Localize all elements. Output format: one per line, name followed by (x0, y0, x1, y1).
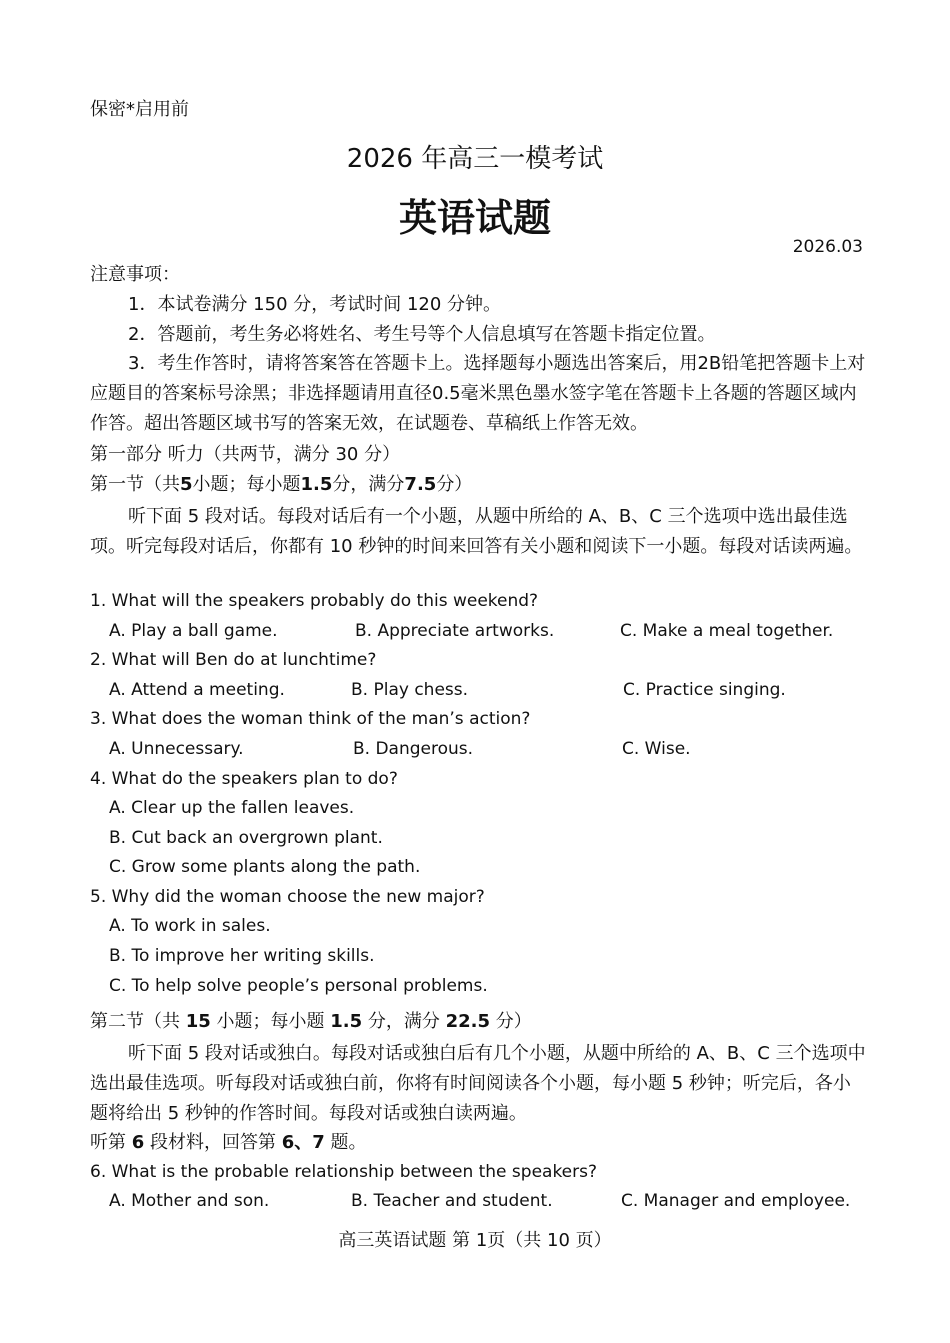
question-3-option-b: B. Dangerous. (353, 739, 474, 759)
question-4-option-a: A. Clear up the fallen leaves. (109, 798, 355, 818)
question-1-option-c: C. Make a meal together. (620, 621, 834, 641)
notice-item-1: 1．本试卷满分 150 分，考试时间 120 分钟。 (128, 294, 502, 315)
part1-heading: 第一部分 听力（共两节，满分 30 分） (90, 444, 401, 465)
question-4-stem: 4. What do the speakers plan to do? (90, 769, 398, 789)
question-5-option-b: B. To improve her writing skills. (109, 946, 375, 966)
section1-instructions: 听下面 5 段对话。每段对话后有一个小题，从题中所给的 A、B、C 三个选项中选出最佳选项。听完每段对话后，你都有 10 秒钟的时间来回答有关小题和阅读下一小题。每段对话读两遍。 (90, 506, 863, 557)
question-1-option-a: A. Play a ball game. (109, 621, 278, 641)
section2-heading: 第二节（共 15 小题；每小题 1.5 分，满分 22.5 分） (90, 1011, 532, 1032)
question-2-option-b: B. Play chess. (351, 680, 469, 700)
question-6-option-b: B. Teacher and student. (351, 1191, 553, 1211)
question-6-option-c: C. Manager and employee. (621, 1191, 851, 1211)
page-footer: 高三英语试题 第 1页（共 10 页） (338, 1230, 612, 1251)
question-6-stem: 6. What is the probable relationship between the speakers? (90, 1162, 598, 1182)
question-3-option-c: C. Wise. (622, 739, 691, 759)
question-2-option-c: C. Practice singing. (623, 680, 786, 700)
question-5-stem: 5. Why did the woman choose the new major? (90, 887, 485, 907)
confidential-label: 保密*启用前 (90, 99, 189, 120)
section2-instructions: 听下面 5 段对话或独白。每段对话或独白后有几个小题，从题中所给的 A、B、C 三个选项中选出最佳选项。听每段对话或独白前，你将有时间阅读各个小题，每小题 5 秒钟；听完后，各小题将给出 5 秒钟的作答时间。每段对话或独白读两遍。 (90, 1043, 866, 1124)
question-3-option-a: A. Unnecessary. (109, 739, 244, 759)
question-5-option-a: A. To work in sales. (109, 916, 271, 936)
notice-item-3: 3．考生作答时，请将答案答在答题卡上。选择题每小题选出答案后，用2B铅笔把答题卡上对应题目的答案标号涂黑；非选择题请用直径0.5毫米黑色墨水签字笔在答题卡上各题的答题区域内作答。超出答题区域书写的答案无效，在试题卷、草稿纸上作答无效。 (90, 353, 866, 434)
question-1-stem: 1. What will the speakers probably do this weekend? (90, 591, 539, 611)
question-4-option-b: B. Cut back an overgrown plant. (109, 828, 383, 848)
exam-date: 2026.03 (792, 237, 863, 257)
section1-heading: 第一节（共5小题；每小题1.5分，满分7.5分） (90, 474, 473, 495)
question-2-option-a: A. Attend a meeting. (109, 680, 285, 700)
material-6-heading: 听第 6 段材料，回答第 6、7 题。 (90, 1132, 367, 1153)
notice-item-2: 2．答题前，考生务必将姓名、考生号等个人信息填写在答题卡指定位置。 (128, 324, 716, 345)
notice-heading: 注意事项： (90, 264, 180, 285)
question-5-option-c: C. To help solve people’s personal problems. (109, 976, 488, 996)
question-6-option-a: A. Mother and son. (109, 1191, 270, 1211)
question-1-option-b: B. Appreciate artworks. (355, 621, 555, 641)
question-2-stem: 2. What will Ben do at lunchtime? (90, 650, 377, 670)
question-3-stem: 3. What does the woman think of the man’s action? (90, 709, 531, 729)
exam-title: 2026 年高三一模考试 (346, 144, 604, 174)
question-4-option-c: C. Grow some plants along the path. (109, 857, 421, 877)
subject-title: 英语试题 (398, 196, 551, 240)
